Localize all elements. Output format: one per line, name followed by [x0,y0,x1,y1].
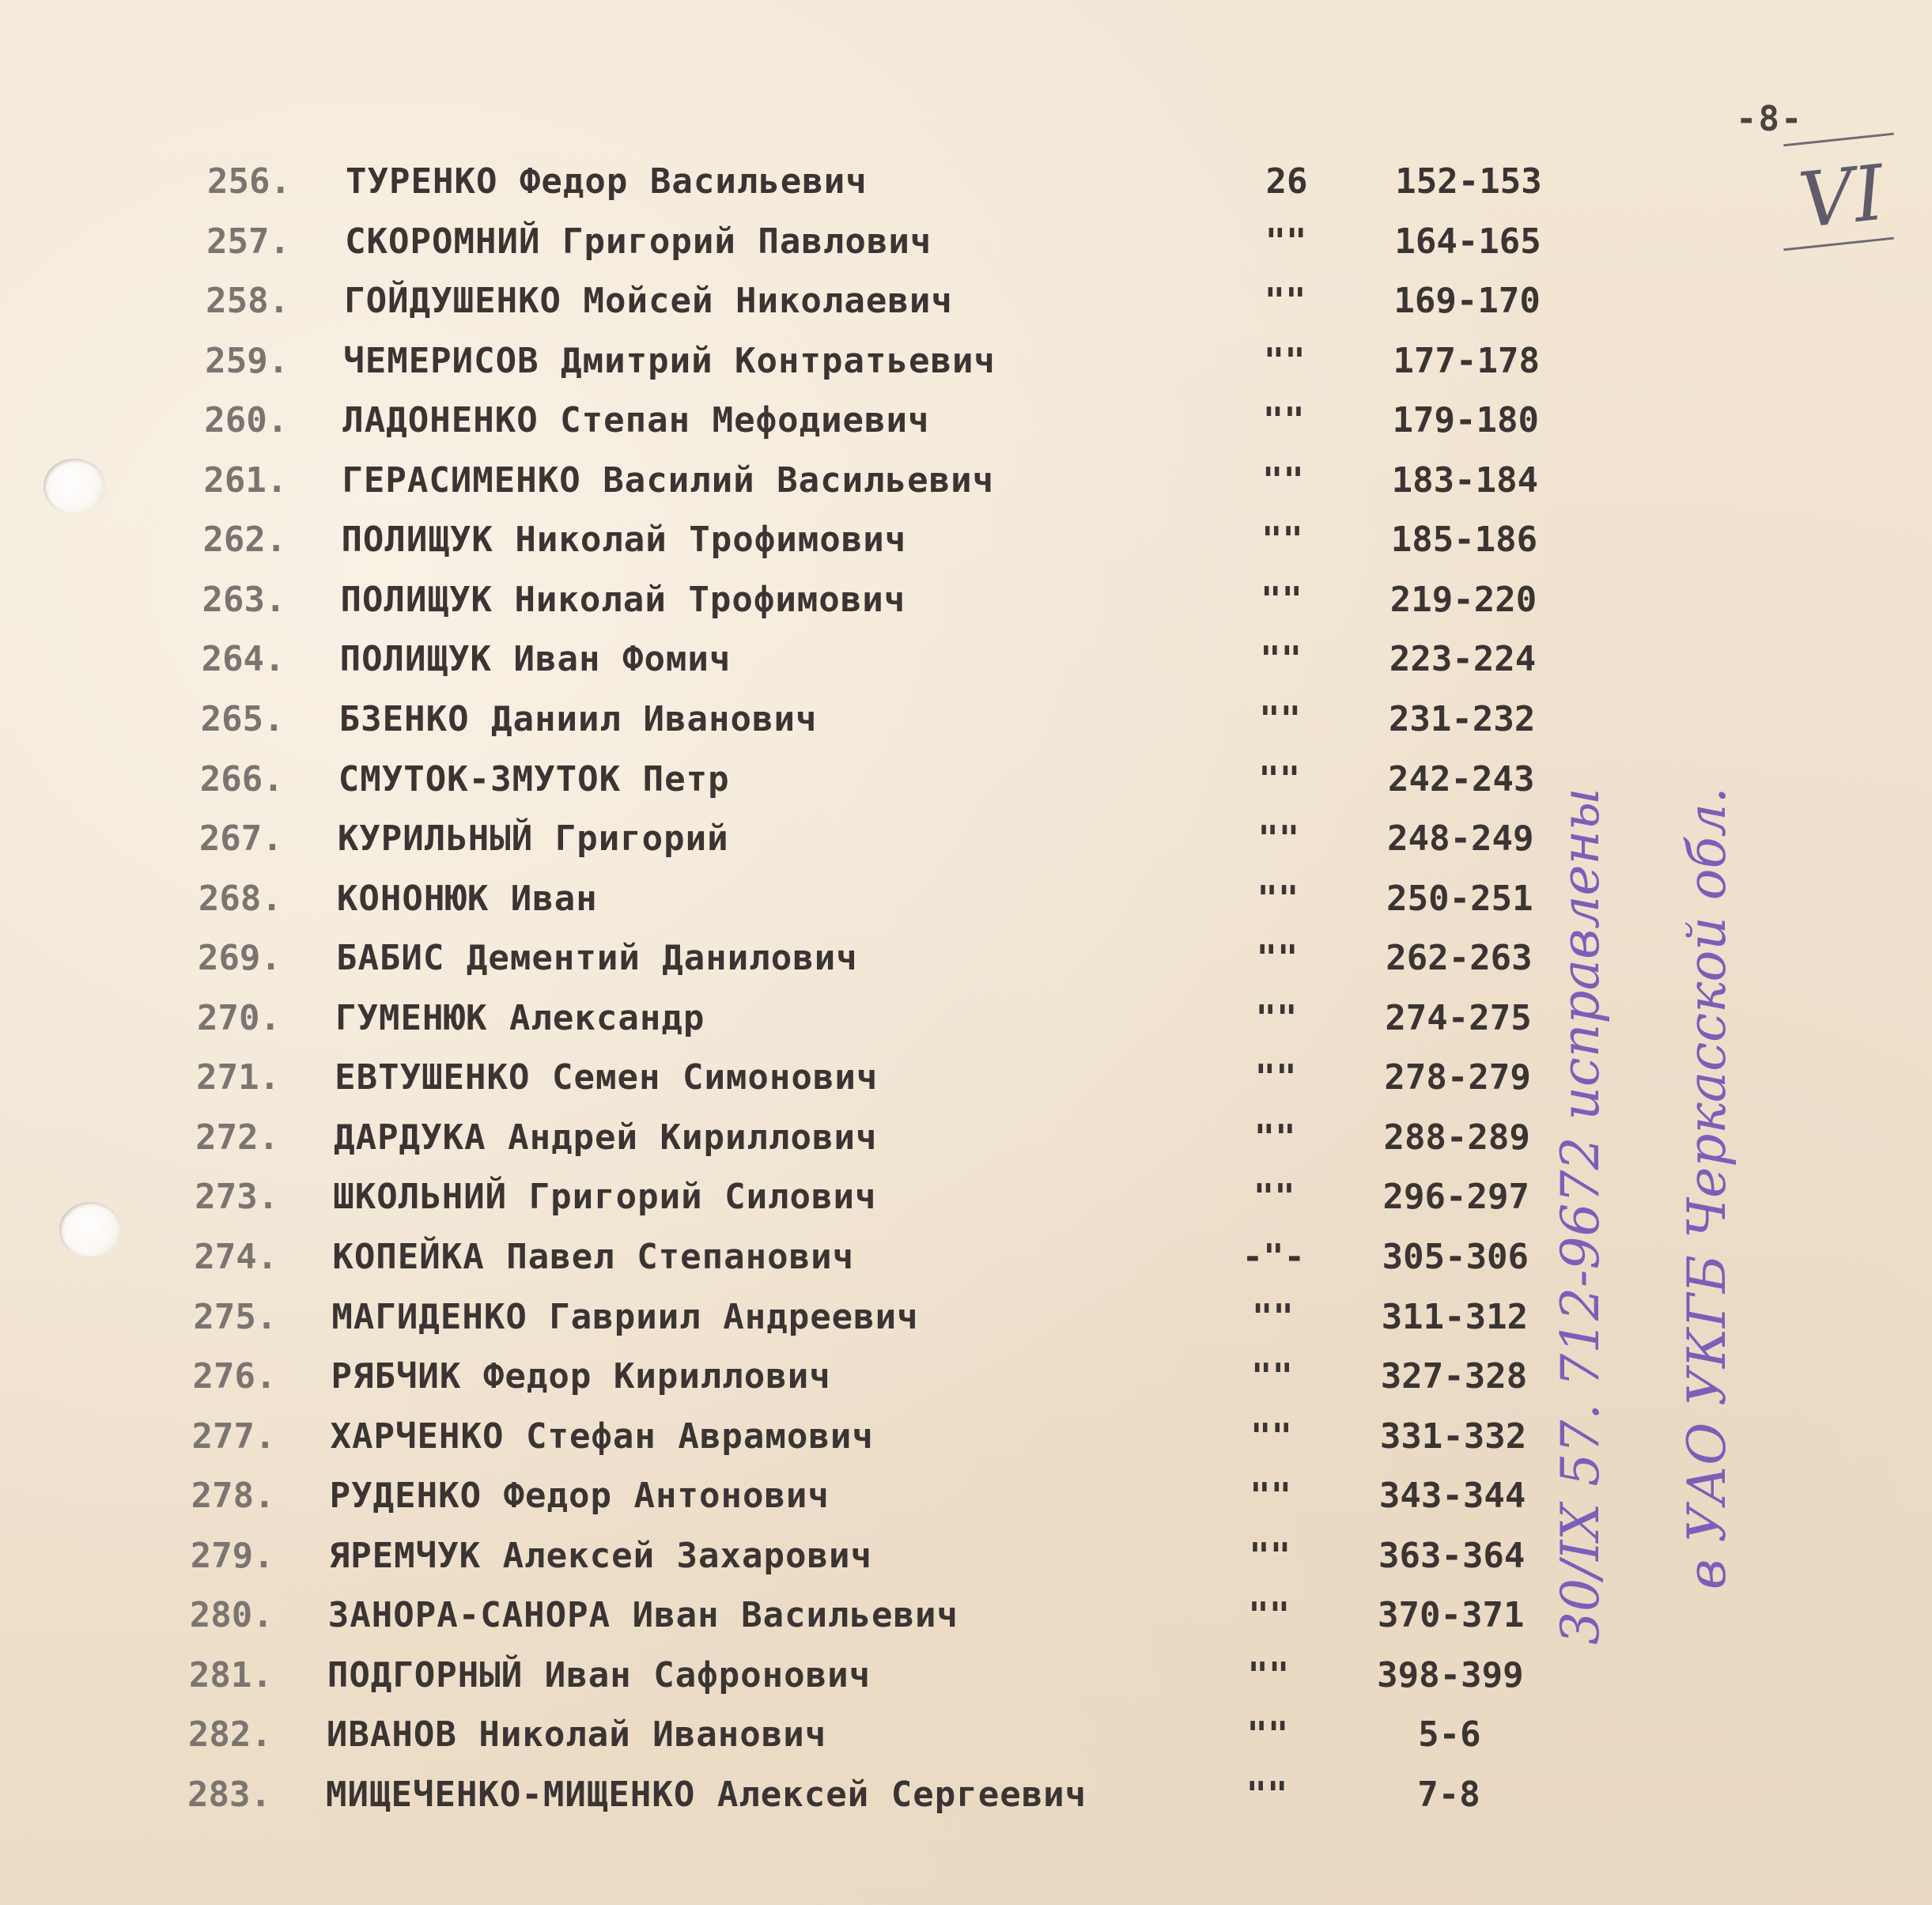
record-number: 272. [195,1117,280,1158]
record-number: 279. [190,1535,274,1576]
record-name: ПОДГОРНЫЙ Иван Сафронович [327,1654,871,1695]
record-ditto: "" [1253,1117,1296,1158]
record-name: ШКОЛЬНИЙ Григорий Силович [333,1177,877,1218]
record-number: 260. [204,400,289,441]
record-page-range: 164-165 [1394,221,1541,262]
record-ditto: "" [1260,639,1302,680]
record-ditto: "" [1247,1654,1290,1695]
record-page-range: 248-249 [1387,818,1534,860]
record-page-range: 5-6 [1418,1714,1481,1756]
stamp-roman-numeral: VI [1794,148,1889,246]
record-name: ГЕРАСИМЕНКО Василий Васильевич [342,459,995,501]
record-number: 261. [203,459,288,501]
record-ditto: "" [1255,997,1298,1038]
record-ditto: "" [1246,1714,1289,1756]
record-name: РЯБЧИК Федор Кириллович [331,1356,831,1397]
record-name: ЯРЕМЧУК Алексей Захарович [328,1535,872,1576]
record-page-range: 278-279 [1384,1057,1531,1098]
record-name: ГУМЕНЮК Александр [335,997,705,1038]
record-name: БЗЕНКО Даниил Иванович [338,699,818,739]
record-page-range: 370-371 [1378,1595,1525,1636]
record-page-range: 296-297 [1382,1177,1529,1218]
record-number: 274. [194,1237,278,1277]
record-name: ТУРЕНКО Федор Васильевич [346,161,868,202]
record-name: ИВАНОВ Николай Иванович [326,1714,827,1756]
record-number: 278. [191,1476,275,1517]
record-page-range: 262-263 [1386,938,1533,979]
record-name: МИЩЕЧЕНКО-МИЩЕНКО Алексей Сергеевич [326,1775,1087,1815]
record-name: КУРИЛЬНЫЙ Григорий [337,818,729,860]
record-ditto: "" [1257,878,1299,919]
record-number: 282. [187,1714,272,1756]
record-name: ПОЛИЩУК Николай Трофимович [341,520,907,561]
record-name: ЗАНОРА-САНОРА Иван Васильевич [327,1595,958,1636]
record-ditto: "" [1257,818,1300,860]
record-page-range: 398-399 [1377,1654,1524,1695]
record-number: 256. [207,161,291,202]
record-page-range: 288-289 [1383,1117,1530,1158]
record-ditto: "" [1250,1416,1293,1457]
record-number: 263. [202,579,286,620]
record-ditto: "" [1248,1595,1291,1636]
record-page-range: 327-328 [1380,1356,1528,1397]
record-number: 262. [202,520,287,561]
record-number: 267. [198,818,283,860]
record-page-range: 185-186 [1390,520,1538,561]
record-number: 270. [197,997,281,1038]
page-number: -8- [1736,99,1804,139]
record-ditto: "" [1251,1296,1294,1337]
record-page-range: 331-332 [1379,1416,1527,1457]
record-ditto: "" [1250,1356,1293,1397]
record-page-range: 363-364 [1378,1535,1526,1576]
record-name: ЕВТУШЕНКО Семен Симонович [335,1057,879,1098]
record-ditto: 26 [1265,161,1308,202]
record-page-range: 7-8 [1417,1775,1480,1815]
record-name: СКОРОМНИЙ Григорий Павлович [345,221,932,262]
record-page-range: 177-178 [1393,340,1540,381]
record-page-range: 223-224 [1389,639,1537,680]
record-name: КОНОНЮК Иван [336,878,598,919]
record-number: 283. [187,1775,271,1815]
record-number: 268. [198,878,282,919]
record-ditto: "" [1256,938,1299,979]
record-number: 281. [188,1654,273,1695]
record-name: БАБИС Дементий Данилович [335,938,858,979]
record-page-range: 219-220 [1389,579,1537,620]
record-ditto: "" [1250,1476,1292,1517]
record-number: 265. [200,699,285,739]
record-page-range: 250-251 [1386,878,1533,919]
record-page-range: 231-232 [1388,699,1536,739]
record-ditto: "" [1263,340,1306,381]
record-number: 276. [192,1356,277,1397]
roman-numeral-stamp [1783,138,1894,249]
record-number: 259. [205,340,289,381]
record-name: КОПЕЙКА Павел Степанович [332,1237,855,1277]
handwritten-line-2: в УАО УКГБ Черкасской обл. [1677,787,1737,1589]
record-ditto: "" [1261,459,1304,501]
record-ditto: "" [1265,221,1307,262]
record-ditto: "" [1262,400,1305,441]
record-name: МАГИДЕНКО Гавриил Андреевич [331,1296,919,1337]
record-ditto: "" [1258,758,1301,799]
record-ditto: "" [1253,1177,1295,1218]
record-page-range: 152-153 [1395,161,1542,202]
handwritten-line-1: 30/IX 57. 712-9672 исправлены [1550,788,1611,1645]
record-number: 275. [193,1296,278,1337]
record-name: ЧЕМЕРИСОВ Дмитрий Контратьевич [343,340,996,381]
record-name: ДАРДУКА Андрей Кириллович [334,1117,878,1158]
record-page-range: 305-306 [1382,1237,1529,1277]
record-name: ГОЙДУШЕНКО Мойсей Николаевич [344,281,953,322]
record-number: 266. [199,758,284,799]
record-ditto: "" [1254,1057,1297,1098]
record-ditto: "" [1246,1775,1288,1815]
record-name: ПОЛИЩУК Николай Трофимович [340,579,906,620]
record-number: 271. [196,1057,281,1098]
record-number: 280. [189,1595,274,1636]
record-name: РУДЕНКО Федор Антонович [329,1476,830,1517]
record-page-range: 179-180 [1392,400,1539,441]
record-name: СМУТОК-ЗМУТОК Петр [338,758,730,799]
record-number: 277. [191,1416,276,1457]
record-name: ХАРЧЕНКО Стефан Аврамович [330,1416,874,1457]
record-ditto: "" [1261,579,1302,620]
record-number: 273. [195,1177,279,1218]
record-number: 269. [197,938,282,979]
record-number: 257. [206,221,291,262]
record-ditto: "" [1249,1535,1291,1576]
record-number: 258. [206,281,290,322]
record-page-range: 242-243 [1388,758,1535,799]
record-page-range: 183-184 [1391,459,1539,501]
record-ditto: "" [1261,520,1303,561]
record-name: ПОЛИЩУК Иван Фомич [339,639,732,680]
record-ditto: "" [1264,281,1306,322]
record-ditto: -"- [1242,1237,1306,1277]
record-name: ЛАДОНЕНКО Степан Мефодиевич [342,400,930,441]
record-page-range: 343-344 [1378,1476,1526,1517]
record-page-range: 274-275 [1385,997,1532,1038]
record-ditto: "" [1259,699,1302,739]
record-number: 264. [201,639,285,680]
record-page-range: 311-312 [1381,1296,1529,1337]
record-page-range: 169-170 [1393,281,1541,322]
